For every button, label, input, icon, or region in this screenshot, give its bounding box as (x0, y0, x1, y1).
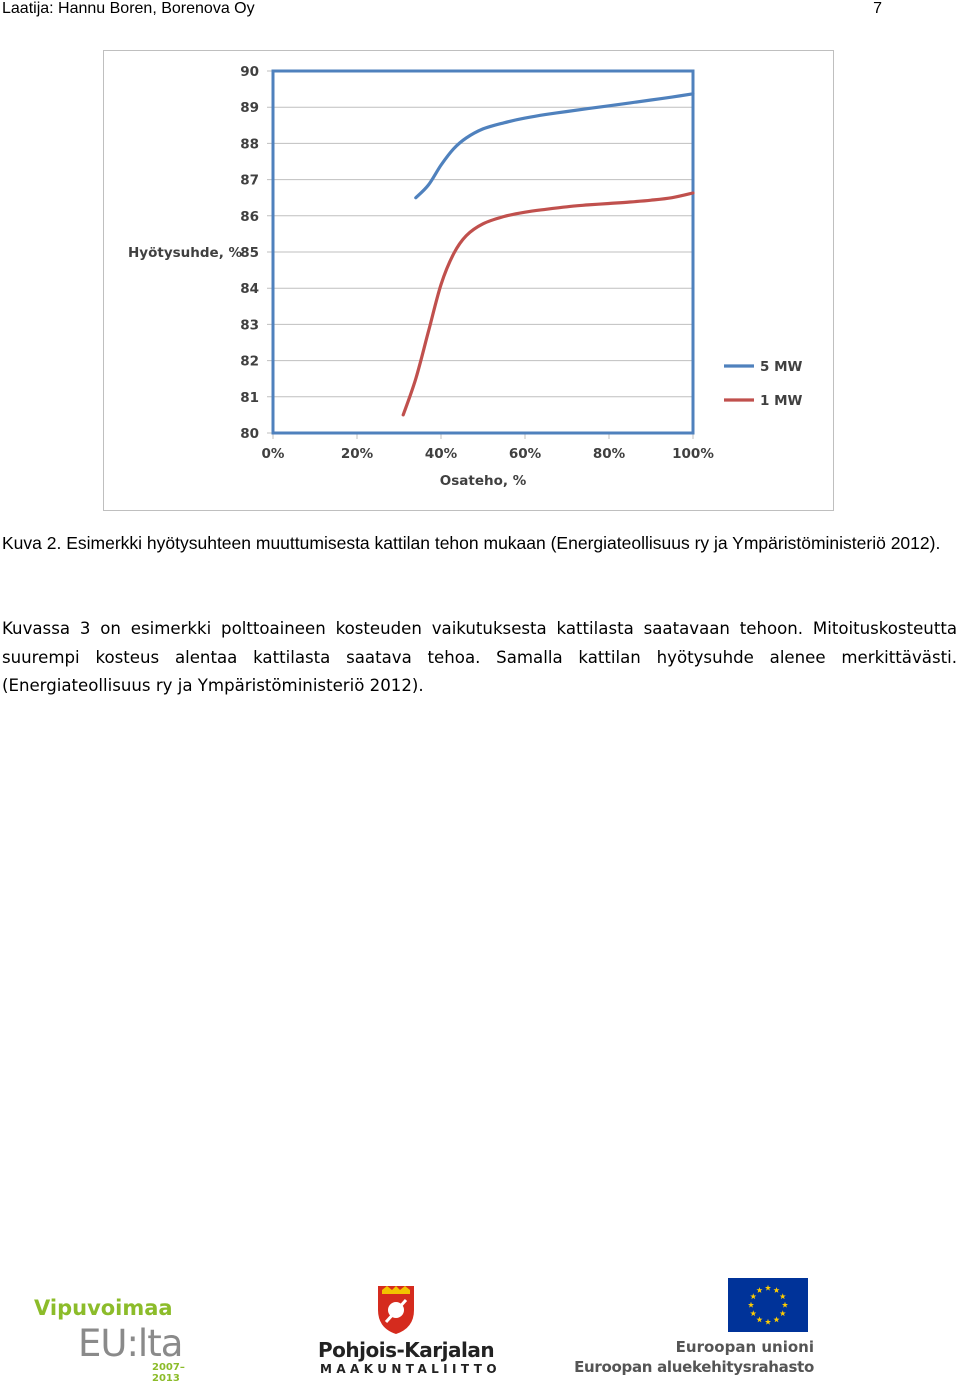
x-tick-label: 0% (261, 446, 285, 462)
legend-label: 5 MW (760, 359, 803, 375)
y-tick-label: 87 (240, 172, 259, 189)
page-header (2, 0, 882, 22)
page-number: 7 (873, 0, 882, 17)
logo-vipuvoimaa-text: Vipuvoimaa (34, 1296, 173, 1320)
chart-series (403, 94, 693, 415)
logo-aluekehitysrahasto-text: Euroopan aluekehitysrahasto (574, 1358, 814, 1376)
x-tick-label: 60% (508, 446, 542, 462)
european-union-logo (574, 1278, 814, 1377)
y-axis-label: Hyötysuhde, % (128, 245, 243, 261)
x-tick-label: 20% (340, 446, 374, 462)
x-tick-label: 100% (672, 446, 714, 462)
logo-eulta-text: EU:lta (78, 1322, 183, 1365)
y-tick-label: 83 (240, 317, 259, 334)
footer-logos (0, 1270, 960, 1384)
chart-legend (724, 359, 803, 409)
chart-svg (104, 51, 835, 512)
y-tick-label: 88 (240, 136, 259, 153)
y-tick-label: 85 (240, 245, 259, 261)
efficiency-chart (103, 50, 834, 511)
logo-euroopan-unioni-text: Euroopan unioni (675, 1338, 814, 1356)
x-tick-labels (262, 446, 715, 462)
series-line-2 (403, 193, 693, 415)
author-line: Laatija: Hannu Boren, Borenova Oy (2, 0, 255, 17)
vipuvoimaa-eu-logo (34, 1296, 204, 1384)
x-axis-label: Osateho, % (439, 473, 527, 489)
y-tick-labels (240, 64, 259, 442)
eu-flag-icon (728, 1278, 808, 1332)
legend-label: 1 MW (760, 393, 803, 409)
body-paragraph: Kuvassa 3 on esimerkki polttoaineen kosteuden vaikutuksesta kattilasta saatavaan tehoon. Mitoituskosteutta suurempi kosteus alentaa kattilasta saatava tehoa. Samalla kattilan hyötysuhde alenee merkittävästi. (Energiateollisuus ry ja Ympäristöministeriö 2012). (2, 619, 957, 695)
figure-caption: Kuva 2. Esimerkki hyötysuhteen muuttumisesta kattilan tehon mukaan (Energiateollisuus ry ja Ympäristöministeriö 2012). (2, 533, 941, 553)
y-tick-label: 90 (240, 64, 259, 80)
y-tick-label: 89 (240, 100, 259, 117)
logo-years-text: 2007–2013 (152, 1362, 185, 1384)
y-tick-label: 82 (240, 353, 259, 370)
y-tick-label: 81 (240, 389, 259, 406)
y-tick-label: 80 (240, 426, 259, 442)
y-tick-label: 84 (240, 281, 259, 298)
coat-of-arms-icon (374, 1284, 418, 1336)
series-line-1 (416, 94, 693, 198)
logo-maakuntaliitto-text: MAAKUNTALIITTO (320, 1362, 501, 1376)
x-tick-label: 40% (424, 446, 458, 462)
y-tick-label: 86 (240, 208, 259, 225)
chart-gridlines (267, 71, 693, 439)
logo-pohjois-karjalan-text: Pohjois-Karjalan (318, 1338, 495, 1362)
x-tick-label: 80% (592, 446, 626, 462)
pohjois-karjala-logo (318, 1284, 501, 1377)
